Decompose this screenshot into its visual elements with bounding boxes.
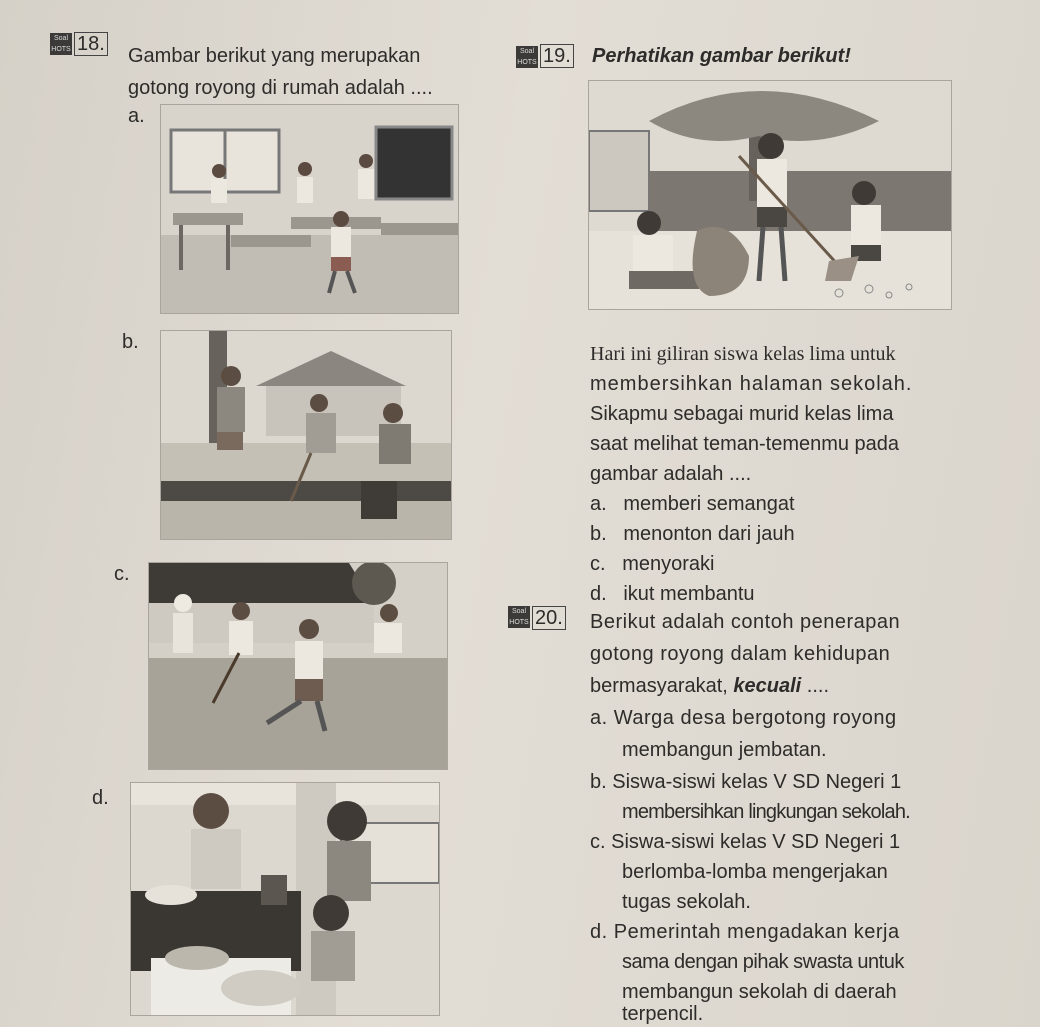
q20-stem-line2: gotong royong dalam kehidupan — [590, 643, 891, 665]
q20-option-d-line2: sama dengan pihak swasta untuk — [622, 951, 904, 973]
q19-option-d[interactable]: d. ikut membantu — [590, 583, 755, 605]
q19-stem-line1: Hari ini giliran siswa kelas lima untuk — [590, 343, 896, 365]
q19-option-a[interactable]: a. memberi semangat — [590, 493, 795, 515]
roadside-cleaning-illustration — [161, 331, 451, 539]
q19-stem-line5: gambar adalah .... — [590, 463, 752, 485]
kitchen-helping-illustration — [131, 783, 439, 1015]
q20-option-b-line2: membersihkan lingkungan sekolah. — [622, 801, 910, 823]
q20-option-d-line1[interactable]: d. Pemerintah mengadakan kerja — [590, 921, 900, 943]
q20-option-d-line3: membangun sekolah di daerah — [622, 981, 897, 1003]
q18-option-a-image[interactable] — [160, 104, 459, 314]
q20-option-c-line3: tugas sekolah. — [622, 891, 751, 913]
q19-image[interactable] — [588, 80, 952, 310]
q19-option-b[interactable]: b. menonton dari jauh — [590, 523, 795, 545]
q20-option-b-line1[interactable]: b. Siswa-siswi kelas V SD Negeri 1 — [590, 771, 902, 793]
q20-option-c-line2: berlomba-lomba mengerjakan — [622, 861, 888, 883]
q19-option-c[interactable]: c. menyoraki — [590, 553, 715, 575]
question-number-19: 19. — [540, 44, 574, 68]
q19-stem-line2: membersihkan halaman sekolah. — [590, 373, 913, 395]
schoolyard-cleaning-illustration — [589, 81, 951, 309]
q20-option-c-line1[interactable]: c. Siswa-siswi kelas V SD Negeri 1 — [590, 831, 901, 853]
q20-stem-line3: bermasyarakat, kecuali .... — [590, 675, 830, 697]
hots-badge-19: Soal HOTS — [517, 48, 537, 66]
hots-badge-20: Soal HOTS — [509, 608, 529, 626]
q19-stem-line3: Sikapmu sebagai murid kelas lima — [590, 403, 894, 425]
question-number-20: 20. — [532, 606, 566, 630]
q20-option-d-line4: terpencil. — [622, 1003, 704, 1025]
q18-option-d-letter: d. — [92, 787, 109, 809]
q18-option-b-image[interactable] — [160, 330, 452, 540]
q18-option-d-image[interactable] — [130, 782, 440, 1016]
q18-option-b-letter: b. — [122, 331, 139, 353]
q18-option-c-letter: c. — [114, 563, 130, 585]
hots-badge-18: Soal HOTS — [51, 35, 71, 53]
q18-option-a-letter: a. — [128, 105, 145, 127]
classroom-illustration — [161, 105, 458, 313]
q19-stem-line4: saat melihat teman-temenmu pada — [590, 433, 900, 455]
q18-option-c-image[interactable] — [148, 562, 448, 770]
schoolyard-sweeping-illustration — [149, 563, 447, 769]
q20-stem-line1: Berikut adalah contoh penerapan — [590, 611, 901, 633]
q19-title: Perhatikan gambar berikut! — [592, 45, 851, 67]
q18-stem-line1: Gambar berikut yang merupakan — [128, 45, 421, 67]
q20-option-a-line1[interactable]: a. Warga desa bergotong royong — [590, 707, 897, 729]
question-number-18: 18. — [74, 32, 108, 56]
q18-stem-line2: gotong royong di rumah adalah .... — [128, 77, 433, 99]
q20-option-a-line2: membangun jembatan. — [622, 739, 827, 761]
